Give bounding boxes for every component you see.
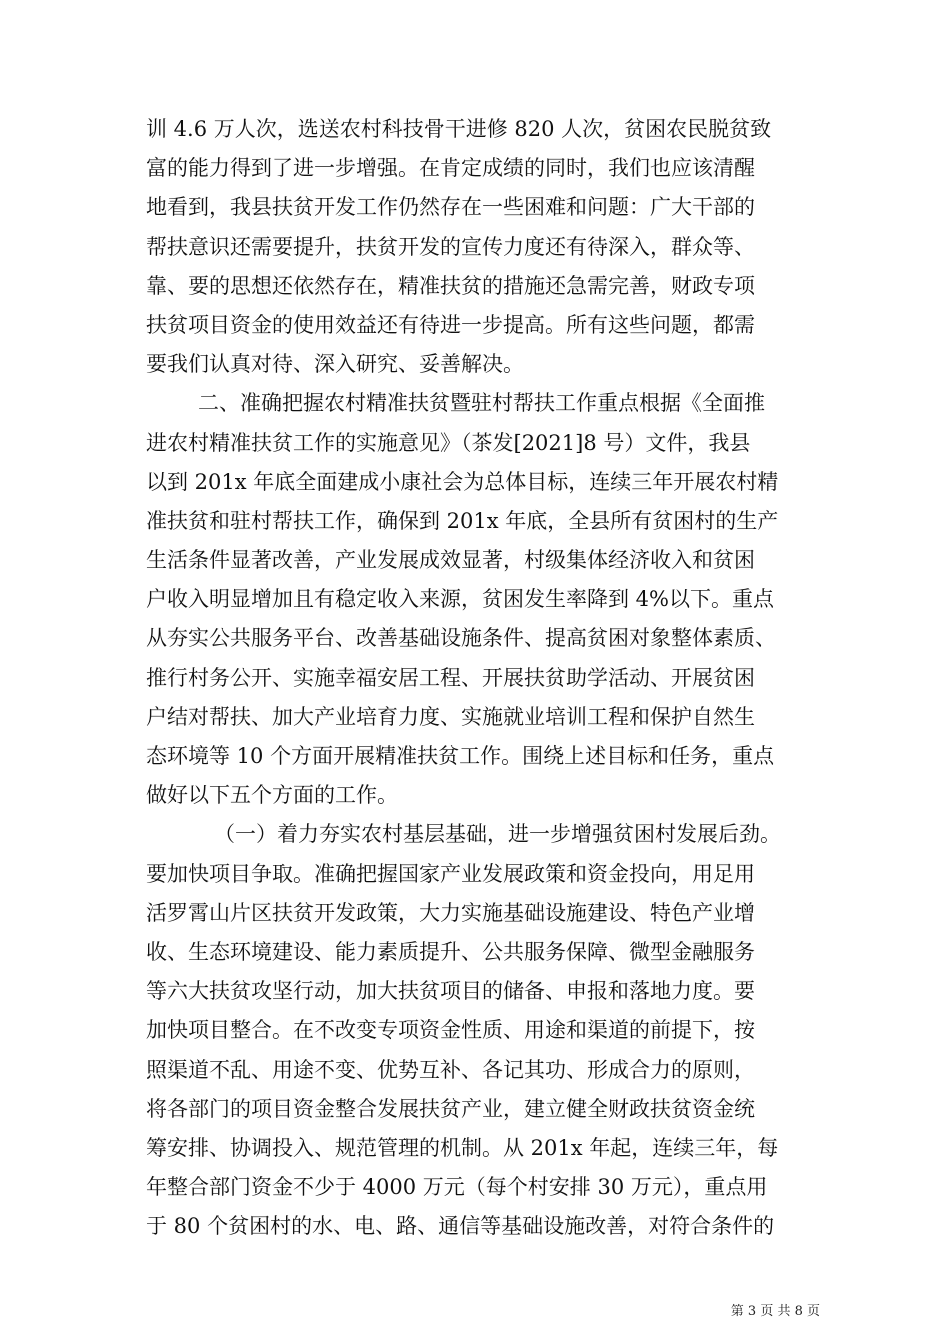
text-line: 态环境等 10 个方面开展精准扶贫工作。围绕上述目标和任务，重点 (146, 744, 775, 768)
text-line: 年整合部门资金不少于 4000 万元（每个村安排 30 万元），重点用 (146, 1175, 768, 1200)
text-line: 准扶贫和驻村帮扶工作，确保到 201x 年底，全县所有贫困村的生产 (146, 508, 779, 533)
text-line: 帮扶意识还需要提升，扶贫开发的宣传力度还有待深入，群众等、 (146, 234, 755, 259)
text-line: 要我们认真对待、深入研究、妥善解决。 (146, 352, 524, 377)
text-line: 筹安排、协调投入、规范管理的机制。从 201x 年起，连续三年，每 (146, 1135, 779, 1160)
text-line: 照渠道不乱、用途不变、优势互补、各记其功、形成合力的原则， (146, 1057, 755, 1082)
text-line: 训 4.6 万人次，选送农村科技骨干进修 820 人次，贫困农民脱贫致 (146, 117, 772, 141)
text-line: 做好以下五个方面的工作。 (146, 783, 398, 808)
text-line: 将各部门的项目资金整合发展扶贫产业，建立健全财政扶贫资金统 (146, 1096, 755, 1121)
text-line: 扶贫项目资金的使用效益还有待进一步提高。所有这些问题，都需 (146, 312, 755, 337)
text-line: 从夯实公共服务平台、改善基础设施条件、提高贫困对象整体素质、 (146, 626, 776, 651)
text-line: 富的能力得到了进一步增强。在肯定成绩的同时，我们也应该清醒 (146, 156, 755, 181)
text-line: 加快项目整合。在不改变专项资金性质、用途和渠道的前提下，按 (146, 1018, 755, 1043)
text-line: 推行村务公开、实施幸福安居工程、开展扶贫助学活动、开展贫困 (146, 665, 755, 690)
text-line: 于 80 个贫困村的水、电、路、通信等基础设施改善，对符合条件的 (146, 1214, 775, 1239)
body-text (146, 110, 830, 1246)
text-line: 靠、要的思想还依然存在，精准扶贫的措施还急需完善，财政专项 (146, 273, 755, 298)
text-line: 户结对帮扶、加大产业培育力度、实施就业培训工程和保护自然生 (146, 704, 755, 729)
text-line: 地看到，我县扶贫开发工作仍然存在一些困难和问题：广大干部的 (146, 195, 755, 220)
text-line: 活罗霄山片区扶贫开发政策，大力实施基础设施建设、特色产业增 (146, 900, 755, 925)
text-line: 等六大扶贫攻坚行动，加大扶贫项目的储备、申报和落地力度。要 (146, 979, 755, 1004)
text-line: 进农村精准扶贫工作的实施意见》（茶发[2021]8 号）文件，我县 (146, 430, 751, 455)
text-line: 户收入明显增加且有稳定收入来源，贫困发生率降到 4%以下。重点 (146, 587, 774, 612)
text-line: 生活条件显著改善，产业发展成效显著，村级集体经济收入和贫困 (146, 548, 755, 573)
text-line: 收、生态环境建设、能力素质提升、公共服务保障、微型金融服务 (146, 939, 755, 964)
page-number: 第 3 页 共 8 页 (730, 1304, 820, 1319)
subsection-heading-line: （一）着力夯实农村基层基础，进一步增强贫困村发展后劲。 (214, 822, 781, 847)
text-line: 要加快项目争取。准确把握国家产业发展政策和资金投向，用足用 (146, 861, 755, 886)
text-line: 以到 201x 年底全面建成小康社会为总体目标，连续三年开展农村精 (146, 469, 779, 494)
section-heading-line: 二、准确把握农村精准扶贫暨驻村帮扶工作重点根据《全面推 (198, 391, 765, 416)
